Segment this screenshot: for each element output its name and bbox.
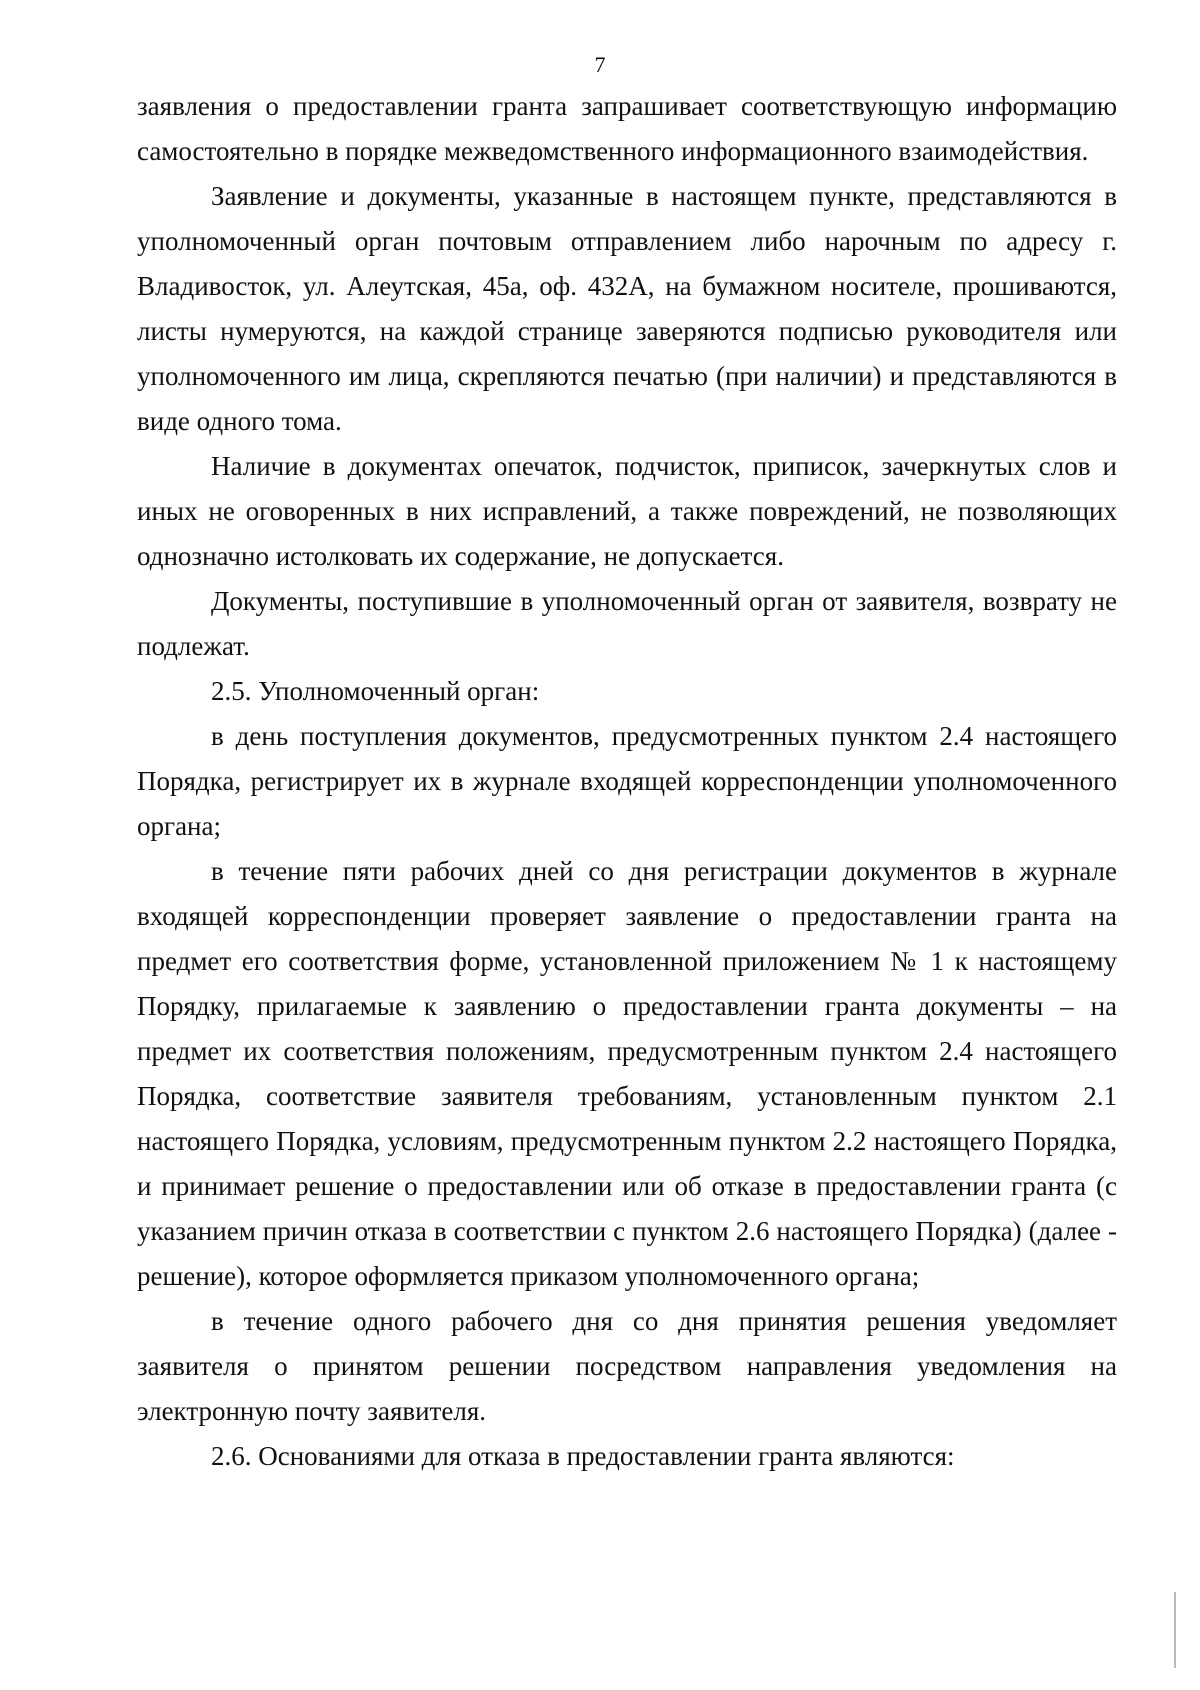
section-heading-2-5: 2.5. Уполномоченный орган: <box>211 676 540 706</box>
scan-edge-mark <box>1174 1592 1176 1668</box>
page-number: 7 <box>594 52 606 77</box>
document-body <box>137 84 1117 1479</box>
paragraph-corrections-not-allowed: Наличие в документах опечаток, подчисток, приписок, зачеркнутых слов и иных не оговоренных в них исправлений, а также повреждений, не позволяющих однозначно истолковать их содержание, не допускается. <box>137 451 1117 571</box>
paragraph-documents-not-returned: Документы, поступившие в уполномоченный орган от заявителя, возврату не подлежат. <box>137 586 1117 661</box>
paragraph-notification: в течение одного рабочего дня со дня принятия решения уведомляет заявителя о принятом решении посредством направления уведомления на электронную почту заявителя. <box>137 1306 1117 1426</box>
paragraph-registration: в день поступления документов, предусмотренных пунктом 2.4 настоящего Порядка, регистрирует их в журнале входящей корреспонденции уполномоченного органа; <box>137 721 1117 841</box>
section-heading-2-6: 2.6. Основаниями для отказа в предоставлении гранта являются: <box>211 1441 955 1471</box>
paragraph-submission-address: Заявление и документы, указанные в настоящем пункте, представляются в уполномоченный орган почтовым отправлением либо нарочным по адресу г. Владивосток, ул. Алеутская, 45а, оф. 432А, на бумажном носителе, прошиваются, листы нумеруются, на каждой странице заверяются подписью руководителя или уполномоченного им лица, скрепляются печатью (при наличии) и представляются в виде одного тома. <box>137 181 1117 436</box>
paragraph-continuation: заявления о предоставлении гранта запрашивает соответствующую информацию самостоятельно в порядке межведомственного информационного взаимодействия. <box>137 91 1117 166</box>
paragraph-review-and-decision: в течение пяти рабочих дней со дня регистрации документов в журнале входящей корреспонденции проверяет заявление о предоставлении гранта на предмет его соответствия форме, установленной приложением № 1 к настоящему Порядку, прилагаемые к заявлению о предоставлении гранта документы – на предмет их соответствия положениям, предусмотренным пунктом 2.4 настоящего Порядка, соответствие заявителя требованиям, установленным пунктом 2.1 настоящего Порядка, условиям, предусмотренным пунктом 2.2 настоящего Порядка, и принимает решение о предоставлении или об отказе в предоставлении гранта (с указанием причин отказа в соответствии с пунктом 2.6 настоящего Порядка) (далее - решение), которое оформляется приказом уполномоченного органа; <box>137 856 1117 1291</box>
